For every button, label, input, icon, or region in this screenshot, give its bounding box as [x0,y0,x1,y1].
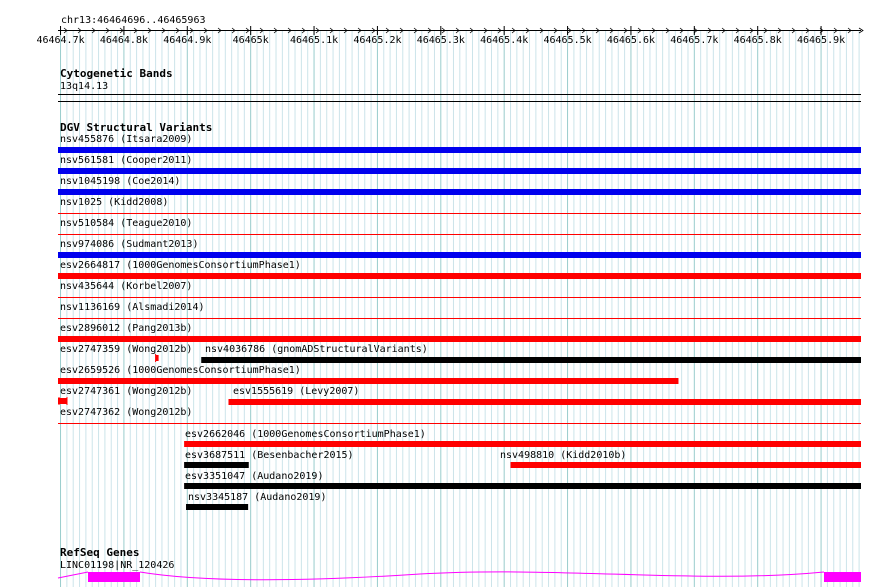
sv-feature-label[interactable]: esv2659526 (1000GenomesConsortiumPhase1) [60,365,301,376]
sv-feature-label[interactable]: esv2747359 (Wong2012b) [60,344,193,355]
ruler-tick-label: 46464.8k [99,35,148,46]
sv-feature-label[interactable]: nsv498810 (Kidd2010b) [500,450,627,461]
sv-feature-bar[interactable] [58,297,861,298]
sv-feature-bar[interactable] [184,462,249,468]
sv-feature-bar[interactable] [58,273,861,279]
sv-feature-bar[interactable] [58,423,861,424]
sv-feature-bar[interactable] [184,483,861,489]
cytoband-label[interactable]: 13q14.13 [60,81,109,92]
sv-feature-bar[interactable] [58,147,861,153]
ruler-tick-label: 46464.9k [163,35,212,46]
ruler-tick-label: 46465.1k [289,35,339,46]
sv-feature-bar[interactable] [201,357,861,363]
gene-exon[interactable] [88,572,140,582]
sv-feature-bar[interactable] [58,378,678,384]
refseq-gene-label[interactable]: LINC01198|NR_120426 [60,560,175,571]
sv-feature-bar[interactable] [58,252,861,258]
sv-feature-bar[interactable] [58,189,861,195]
sv-feature-label[interactable]: esv3351047 (Audano2019) [185,471,324,482]
sv-feature-bar[interactable] [58,213,861,214]
sv-feature-bar[interactable] [58,336,861,342]
sv-feature-bar[interactable] [58,318,861,319]
sv-feature-label[interactable]: nsv510584 (Teague2010) [60,218,193,229]
sv-feature-label[interactable]: nsv435644 (Korbel2007) [60,281,193,292]
ruler-tick-label: 46465.4k [480,35,529,46]
ruler-tick-label: 46465.6k [606,35,656,46]
refseq-track-title[interactable]: RefSeq Genes [60,546,140,559]
gene-exon[interactable] [824,572,861,582]
location-label: chr13:46464696..46465963 [61,15,206,26]
sv-feature-bar[interactable] [511,462,861,468]
ruler-tick-label: 46465.7k [670,35,719,46]
sv-feature-label[interactable]: esv2664817 (1000GenomesConsortiumPhase1) [60,260,301,271]
ruler-tick-label: 46465.3k [416,35,465,46]
sv-feature-bar[interactable] [184,441,861,447]
sv-feature-bar[interactable] [58,168,861,174]
sv-feature-label[interactable]: nsv1136169 (Alsmadi2014) [60,302,205,313]
sv-feature-bar[interactable] [228,399,861,405]
sv-feature-label[interactable]: nsv561581 (Cooper2011) [60,155,193,166]
sv-feature-label[interactable]: nsv3345187 (Audano2019) [188,492,327,503]
ruler-tick-label: 46465.9k [796,35,846,46]
ruler-tick-label: 46464.7k [36,35,85,46]
sv-feature-label[interactable]: nsv1045198 (Coe2014) [60,176,181,187]
sv-feature-label[interactable]: nsv4036786 (gnomADStructuralVariants) [205,344,428,355]
sv-feature-label[interactable]: nsv974086 (Sudmant2013) [60,239,199,250]
ruler-tick-label: 46465k [232,35,269,46]
ruler-tick-label: 46465.2k [353,35,402,46]
ruler-tick-label: 46465.5k [543,35,592,46]
sv-feature-label[interactable]: esv1555619 (Levy2007) [233,386,360,397]
sv-feature-label[interactable]: nsv1025 (Kidd2008) [60,197,169,208]
dgv-track-title[interactable]: DGV Structural Variants [60,121,213,134]
sv-feature-label[interactable]: esv2747361 (Wong2012b) [60,386,193,397]
sv-feature-label[interactable]: nsv455876 (Itsara2009) [60,134,193,145]
sv-feature-label[interactable]: esv2747362 (Wong2012b) [60,407,193,418]
sv-feature-label[interactable]: esv2896012 (Pang2013b) [60,323,193,334]
ruler-tick-label: 46465.8k [733,35,782,46]
sv-feature-bar[interactable] [58,234,861,235]
sv-feature-label[interactable]: esv2662046 (1000GenomesConsortiumPhase1) [185,429,426,440]
cytoband-track-title[interactable]: Cytogenetic Bands [60,67,173,80]
sv-feature-bar[interactable] [186,504,248,510]
sv-feature-label[interactable]: esv3687511 (Besenbacher2015) [185,450,354,461]
